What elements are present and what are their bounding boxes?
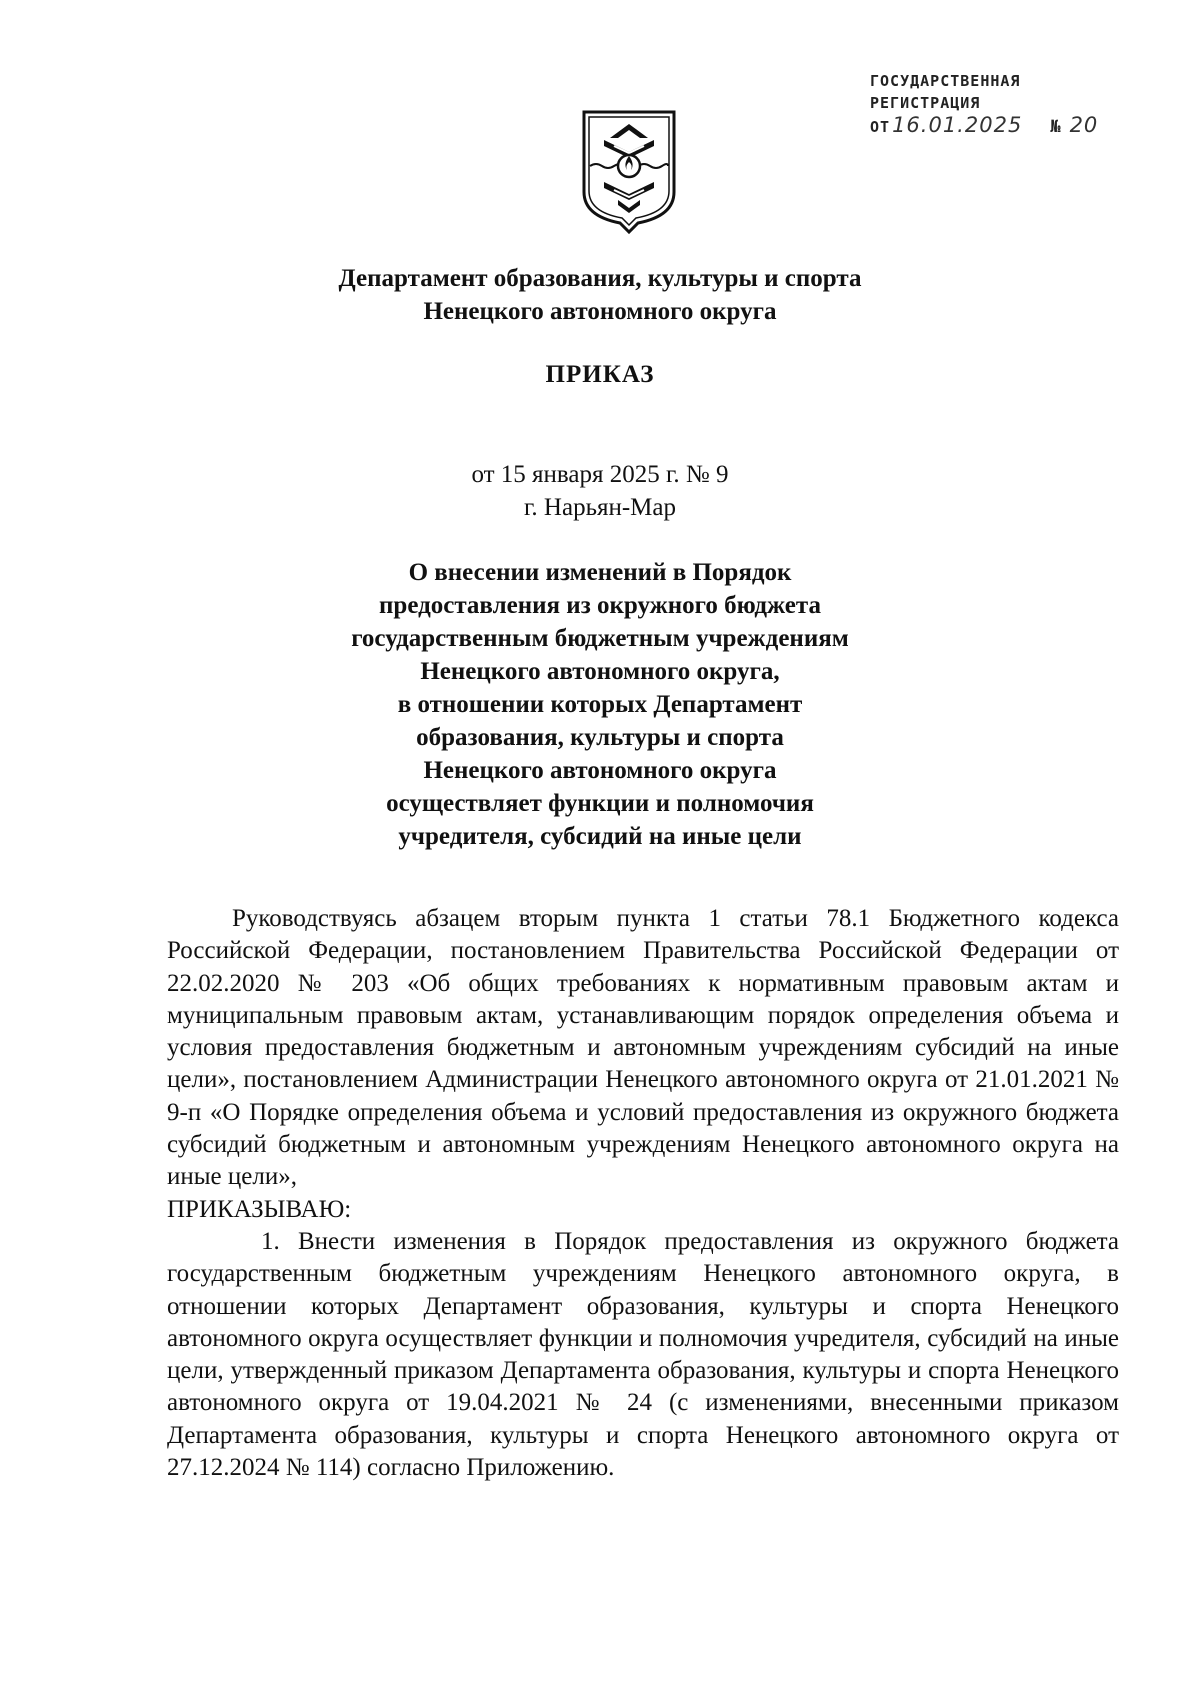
stamp-from-label: ОТ: [870, 118, 891, 136]
stamp-line-1: ГОСУДАРСТВЕННАЯ: [870, 72, 1021, 90]
subject-line: в отношении которых Департамент: [397, 691, 803, 718]
order-subject: [150, 556, 1050, 853]
subject-line: осуществляет функции и полномочия: [386, 790, 814, 817]
stamp-line-2: РЕГИСТРАЦИЯ: [870, 94, 981, 112]
subject-line: О внесении изменений в Порядок: [408, 559, 792, 586]
order-date-number: от 15 января 2025 г. № 9: [471, 461, 729, 488]
order-item-1: 1. Внести изменения в Порядок предоставления из окружного бюджета государственным бюджетным учреждениям Ненецкого автономного округа, в отношении которых Департамент образования, культуры и спорта Ненецкого автономного округа осуществляет функции и полномочия учредителя, субсидий на иные цели, утвержденный приказом Департамента образования, культуры и спорта Ненецкого автономного округа от 19.04.2021 № 24 (с изменениями, внесенными приказом Департамента образования, культуры и спорта Ненецкого автономного округа от 27.12.2024 № 114) согласно Приложению.: [167, 1227, 1119, 1482]
department-line-2: Ненецкого автономного округа: [423, 298, 777, 325]
stamp-handwritten-date: 16.01.2025: [892, 113, 1023, 137]
subject-line: образования, культуры и спорта: [416, 724, 784, 751]
stamp-line-3: [870, 114, 1170, 138]
stamp-handwritten-number: 20: [1069, 113, 1099, 137]
document-type: ПРИКАЗ: [545, 361, 655, 388]
registration-stamp: [870, 70, 1170, 138]
subject-line: Ненецкого автономного округа,: [420, 658, 780, 685]
department-line-1: Департамент образования, культуры и спорта: [338, 265, 862, 292]
subject-line: государственным бюджетным учреждениям: [351, 625, 849, 652]
order-meta: [150, 458, 1050, 524]
subject-line: предоставления из окружного бюджета: [379, 592, 821, 619]
order-city: г. Нарьян-Мар: [523, 494, 676, 521]
order-word: ПРИКАЗЫВАЮ:: [167, 1195, 352, 1223]
stamp-number-sign: №: [1050, 117, 1062, 137]
order-body: [167, 903, 1119, 1484]
department-name: [150, 262, 1050, 328]
coat-of-arms-icon: [578, 108, 680, 234]
subject-line: Ненецкого автономного округа: [423, 757, 777, 784]
preamble-paragraph: Руководствуясь абзацем вторым пункта 1 статьи 78.1 Бюджетного кодекса Российской Федерации, постановлением Правительства Российской Федерации от 22.02.2020 № 203 «Об общих требованиях к нормативным правовым актам и муниципальным правовым актам, устанавливающим порядок определения объема и условия предоставления бюджетным и автономным учреждениям субсидий на иные цели», постановлением Администрации Ненецкого автономного округа от 21.01.2021 № 9-п «О Порядке определения объема и условий предоставления из окружного бюджета субсидий бюджетным и автономным учреждениям Ненецкого автономного округа на иные цели»,: [167, 905, 1119, 1191]
subject-line: учредителя, субсидий на иные цели: [398, 823, 802, 850]
